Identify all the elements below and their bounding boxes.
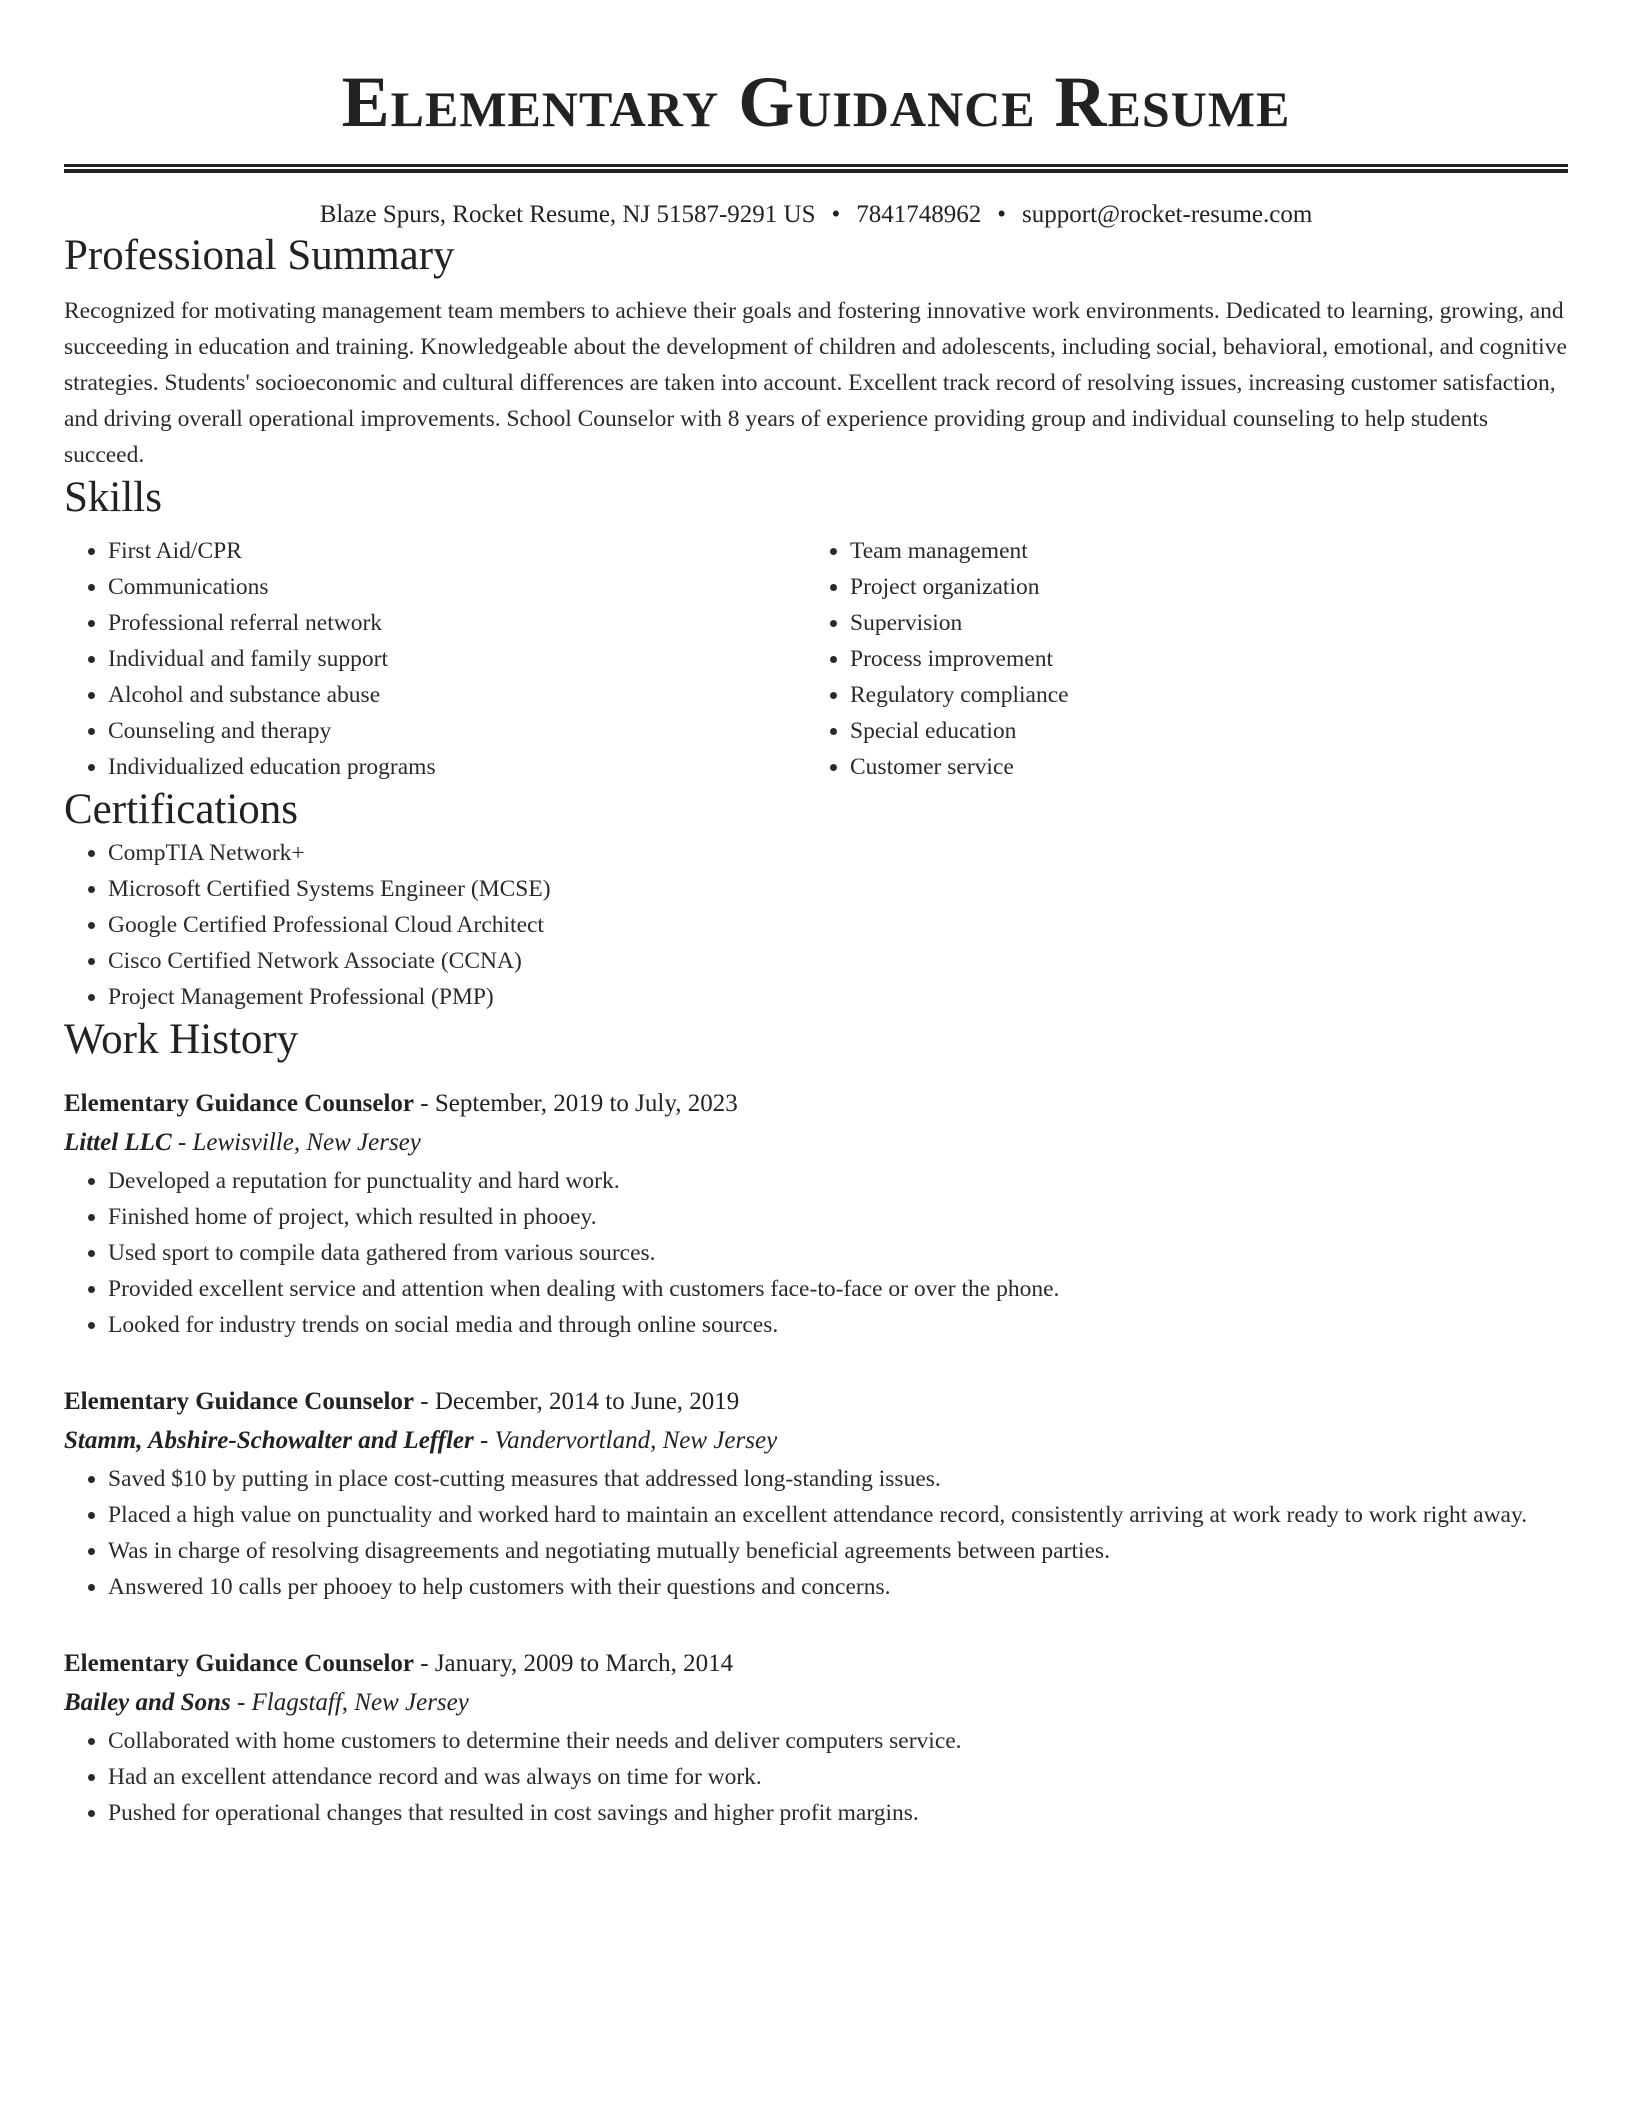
skills-column-right bbox=[806, 533, 1548, 785]
job-entry bbox=[64, 1383, 1568, 1605]
summary-heading: Professional Summary bbox=[64, 232, 455, 279]
skill-item: • Special education bbox=[850, 713, 1548, 749]
job-duty: • Looked for industry trends on social media and through online sources. bbox=[108, 1307, 1568, 1343]
contact-separator: • bbox=[831, 201, 841, 228]
job-location: - Lewisville, New Jersey bbox=[171, 1129, 421, 1156]
job-duty: • Used sport to compile data gathered from various sources. bbox=[108, 1235, 1568, 1271]
skill-item: • Regulatory compliance bbox=[850, 677, 1548, 713]
job-company-line bbox=[64, 1683, 1568, 1723]
skill-item: • Team management bbox=[850, 533, 1548, 569]
contact-phone: 7841748962 bbox=[856, 201, 982, 228]
certification-item: • Microsoft Certified Systems Engineer (MCSE) bbox=[108, 871, 1568, 907]
skill-item: • First Aid/CPR bbox=[108, 533, 806, 569]
job-title: Elementary Guidance Counselor bbox=[64, 1388, 414, 1415]
contact-separator: • bbox=[997, 201, 1007, 228]
job-title: Elementary Guidance Counselor bbox=[64, 1650, 414, 1677]
job-title-line bbox=[64, 1645, 1568, 1683]
job-dates: - January, 2009 to March, 2014 bbox=[414, 1650, 734, 1677]
job-dates: - September, 2019 to July, 2023 bbox=[414, 1090, 738, 1117]
job-title-line bbox=[64, 1383, 1568, 1421]
certification-item: • Google Certified Professional Cloud Architect bbox=[108, 907, 1568, 943]
job-title-line bbox=[64, 1085, 1568, 1123]
resume-page bbox=[64, 0, 1568, 1831]
job-location: - Flagstaff, New Jersey bbox=[230, 1689, 469, 1716]
skill-item: • Individualized education programs bbox=[108, 749, 806, 785]
job-duty: • Answered 10 calls per phooey to help customers with their questions and concerns. bbox=[108, 1569, 1568, 1605]
job-duty: • Collaborated with home customers to determine their needs and deliver computers service. bbox=[108, 1723, 1568, 1759]
skill-item: • Process improvement bbox=[850, 641, 1548, 677]
job-duty: • Finished home of project, which resulted in phooey. bbox=[108, 1199, 1568, 1235]
skill-item: • Project organization bbox=[850, 569, 1548, 605]
work-history-heading: Work History bbox=[64, 1016, 299, 1063]
skill-item: • Communications bbox=[108, 569, 806, 605]
job-company-line bbox=[64, 1123, 1568, 1163]
skill-item: • Individual and family support bbox=[108, 641, 806, 677]
skill-item: • Professional referral network bbox=[108, 605, 806, 641]
certification-item: • CompTIA Network+ bbox=[108, 835, 1568, 871]
contact-address: Blaze Spurs, Rocket Resume, NJ 51587-9291 US bbox=[319, 201, 816, 228]
job-duty: • Pushed for operational changes that resulted in cost savings and higher profit margins. bbox=[108, 1795, 1568, 1831]
certifications-heading: Certifications bbox=[64, 786, 299, 833]
skills-heading: Skills bbox=[64, 474, 162, 521]
skill-item: • Customer service bbox=[850, 749, 1548, 785]
skills-grid bbox=[64, 533, 1568, 785]
skill-item: • Counseling and therapy bbox=[108, 713, 806, 749]
skills-column-left bbox=[64, 533, 806, 785]
summary-text: Recognized for motivating management team members to achieve their goals and fostering innovative work environments. Dedicated to learning, growing, and succeeding in education and training. Knowledgeable about the development of children and adolescents, including social, behavioral, emotional, and cognitive strategies. Students' socioeconomic and cultural differences are taken into account. Excellent track record of resolving issues, increasing customer satisfaction, and driving overall operational improvements. School Counselor with 8 years of experience providing group and individual counseling to help students succeed. bbox=[64, 298, 1567, 468]
job-title: Elementary Guidance Counselor bbox=[64, 1090, 414, 1117]
resume-title: Elementary Guidance Resume bbox=[341, 62, 1291, 142]
job-duty: • Saved $10 by putting in place cost-cutting measures that addressed long-standing issues. bbox=[108, 1461, 1568, 1497]
job-dates: - December, 2014 to June, 2019 bbox=[414, 1388, 740, 1415]
job-duties-list bbox=[64, 1723, 1568, 1831]
job-company-line bbox=[64, 1421, 1568, 1461]
job-duty: • Placed a high value on punctuality and worked hard to maintain an excellent attendance record, consistently arriving at work ready to work right away. bbox=[108, 1497, 1568, 1533]
job-entry bbox=[64, 1085, 1568, 1343]
job-company: Stamm, Abshire-Schowalter and Leffler bbox=[64, 1427, 474, 1454]
job-duties-list bbox=[64, 1163, 1568, 1343]
job-duty: • Provided excellent service and attention when dealing with customers face-to-face or over the phone. bbox=[108, 1271, 1568, 1307]
job-duty: • Was in charge of resolving disagreements and negotiating mutually beneficial agreements between parties. bbox=[108, 1533, 1568, 1569]
skill-item: • Supervision bbox=[850, 605, 1548, 641]
certification-item: • Cisco Certified Network Associate (CCNA) bbox=[108, 943, 1568, 979]
job-company: Littel LLC bbox=[64, 1129, 172, 1156]
certification-item: • Project Management Professional (PMP) bbox=[108, 979, 1568, 1015]
skill-item: • Alcohol and substance abuse bbox=[108, 677, 806, 713]
job-entry bbox=[64, 1645, 1568, 1831]
job-duty: • Had an excellent attendance record and was always on time for work. bbox=[108, 1759, 1568, 1795]
job-duties-list bbox=[64, 1461, 1568, 1605]
certifications-list bbox=[64, 835, 1568, 1015]
job-duty: • Developed a reputation for punctuality and hard work. bbox=[108, 1163, 1568, 1199]
contact-email: support@rocket-resume.com bbox=[1022, 201, 1313, 228]
job-location: - Vandervortland, New Jersey bbox=[473, 1427, 778, 1454]
title-divider bbox=[64, 164, 1568, 173]
contact-line bbox=[64, 199, 1568, 231]
skills-list-right bbox=[806, 533, 1548, 785]
skills-list-left bbox=[64, 533, 806, 785]
job-company: Bailey and Sons bbox=[64, 1689, 231, 1716]
